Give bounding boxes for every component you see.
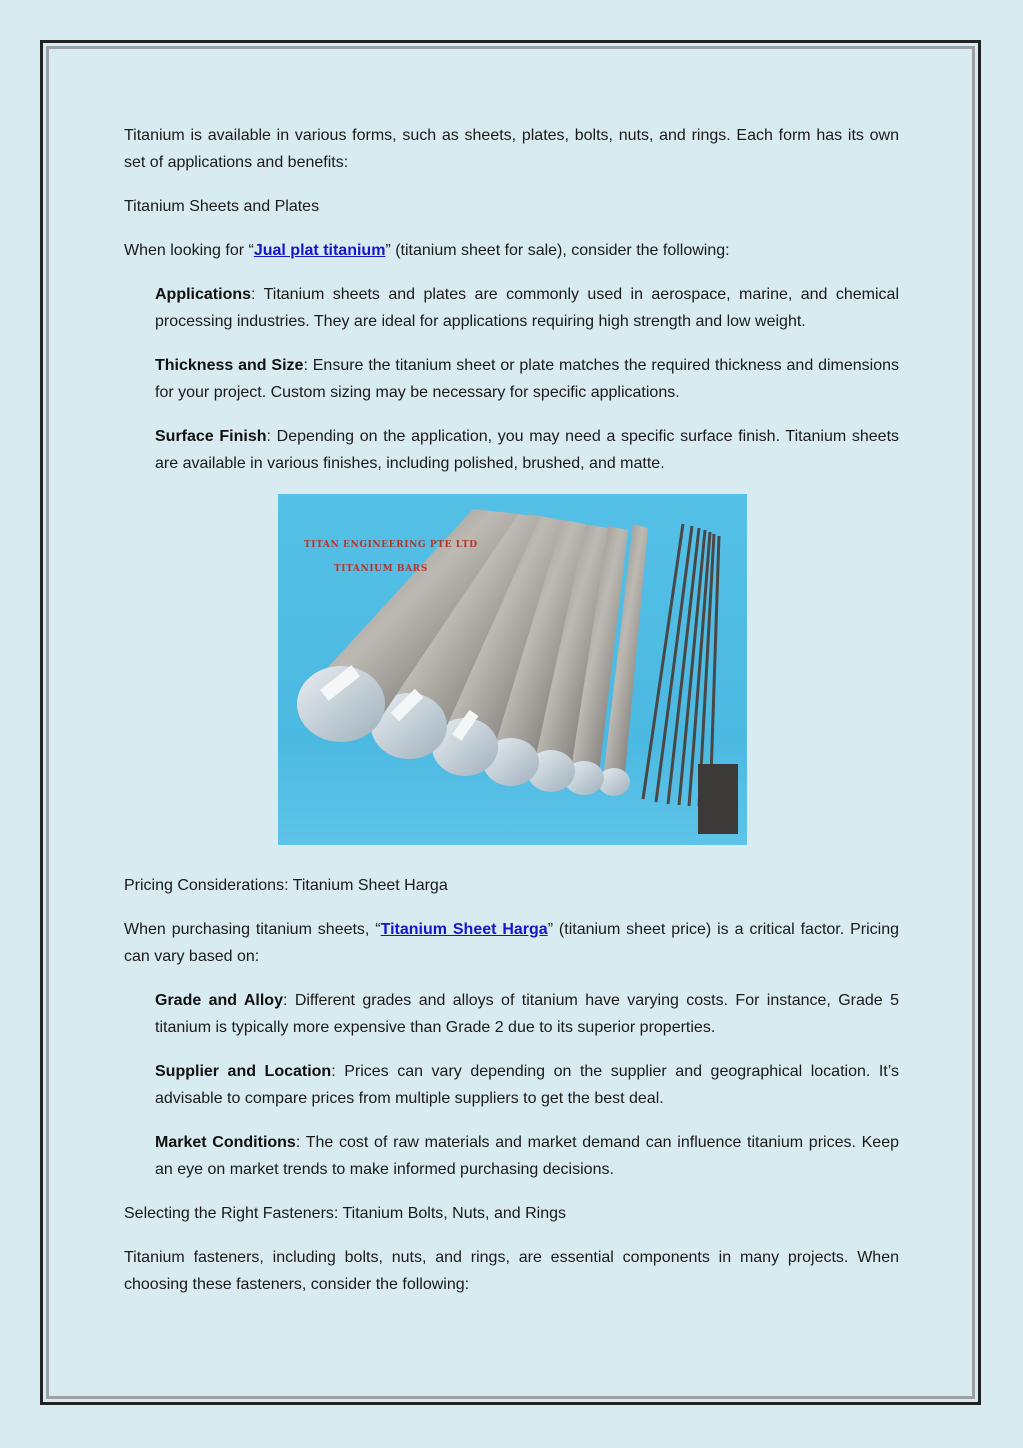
lead-text-before: When looking for “ xyxy=(124,242,254,259)
definition: : Prices can vary depending on the supplier and geographical location. It’s advisable to compare prices from multiple suppliers to get the best deal. xyxy=(155,1063,900,1107)
lead-text-before: When purchasing titanium sheets, “ xyxy=(124,921,381,938)
jual-plat-titanium-link[interactable]: Jual plat titanium xyxy=(253,242,386,259)
term: Surface Finish xyxy=(155,428,267,445)
section-heading-fasteners: Selecting the Right Fasteners: Titanium Bolts, Nuts, and Rings xyxy=(124,1205,566,1222)
document-body xyxy=(124,122,899,1315)
section-heading-sheets: Titanium Sheets and Plates xyxy=(124,198,320,215)
term: Applications xyxy=(155,286,252,303)
list-item-thickness-size xyxy=(155,352,899,406)
lead-paragraph-sheets xyxy=(124,237,899,264)
list-item-supplier-location xyxy=(155,1058,899,1112)
section-heading-pricing: Pricing Considerations: Titanium Sheet Harga xyxy=(124,877,448,894)
term: Market Conditions xyxy=(155,1134,296,1151)
image-caption-company: TITAN ENGINEERING PTE LTD xyxy=(304,540,478,550)
figure-container xyxy=(124,494,899,845)
definition: : Ensure the titanium sheet or plate matches the required thickness and dimensions for your project. Custom sizing may be necessary for specific applications. xyxy=(155,357,900,401)
list-item-grade-alloy xyxy=(155,987,899,1041)
definition: : Different grades and alloys of titanium have varying costs. For instance, Grade 5 titanium is typically more expensive than Grade 2 due to its superior properties. xyxy=(155,992,899,1036)
list-item-applications xyxy=(155,281,899,335)
definition: : Depending on the application, you may need a specific surface finish. Titanium sheets are available in various finishes, including polished, brushed, and matte. xyxy=(155,428,900,472)
titanium-bars-photo xyxy=(278,494,747,845)
definition: : Titanium sheets and plates are commonly used in aerospace, marine, and chemical processing industries. They are ideal for applications requiring high strength and low weight. xyxy=(155,286,899,330)
lead-paragraph-pricing xyxy=(124,916,899,970)
titanium-sheet-harga-link[interactable]: Titanium Sheet Harga xyxy=(380,921,548,938)
definition: : The cost of raw materials and market demand can influence titanium prices. Keep an eye on market trends to make informed purchasing decisions. xyxy=(155,1134,900,1178)
lead-text-after: ” (titanium sheet for sale), consider the following: xyxy=(385,242,730,259)
term: Thickness and Size xyxy=(155,357,304,374)
term: Supplier and Location xyxy=(155,1063,332,1080)
term: Grade and Alloy xyxy=(155,992,283,1009)
lead-text-after: ” (titanium sheet price) is a critical factor. Pricing can vary based on: xyxy=(124,921,899,965)
list-item-surface-finish xyxy=(155,423,899,477)
image-caption-product: TITANIUM BARS xyxy=(334,564,428,574)
closing-paragraph: Titanium fasteners, including bolts, nuts, and rings, are essential components in many projects. When choosing these fasteners, consider the following: xyxy=(124,1249,899,1293)
intro-paragraph: Titanium is available in various forms, such as sheets, plates, bolts, nuts, and rings. Each form has its own set of applications and benefits: xyxy=(124,127,899,171)
list-item-market-conditions xyxy=(155,1129,899,1183)
